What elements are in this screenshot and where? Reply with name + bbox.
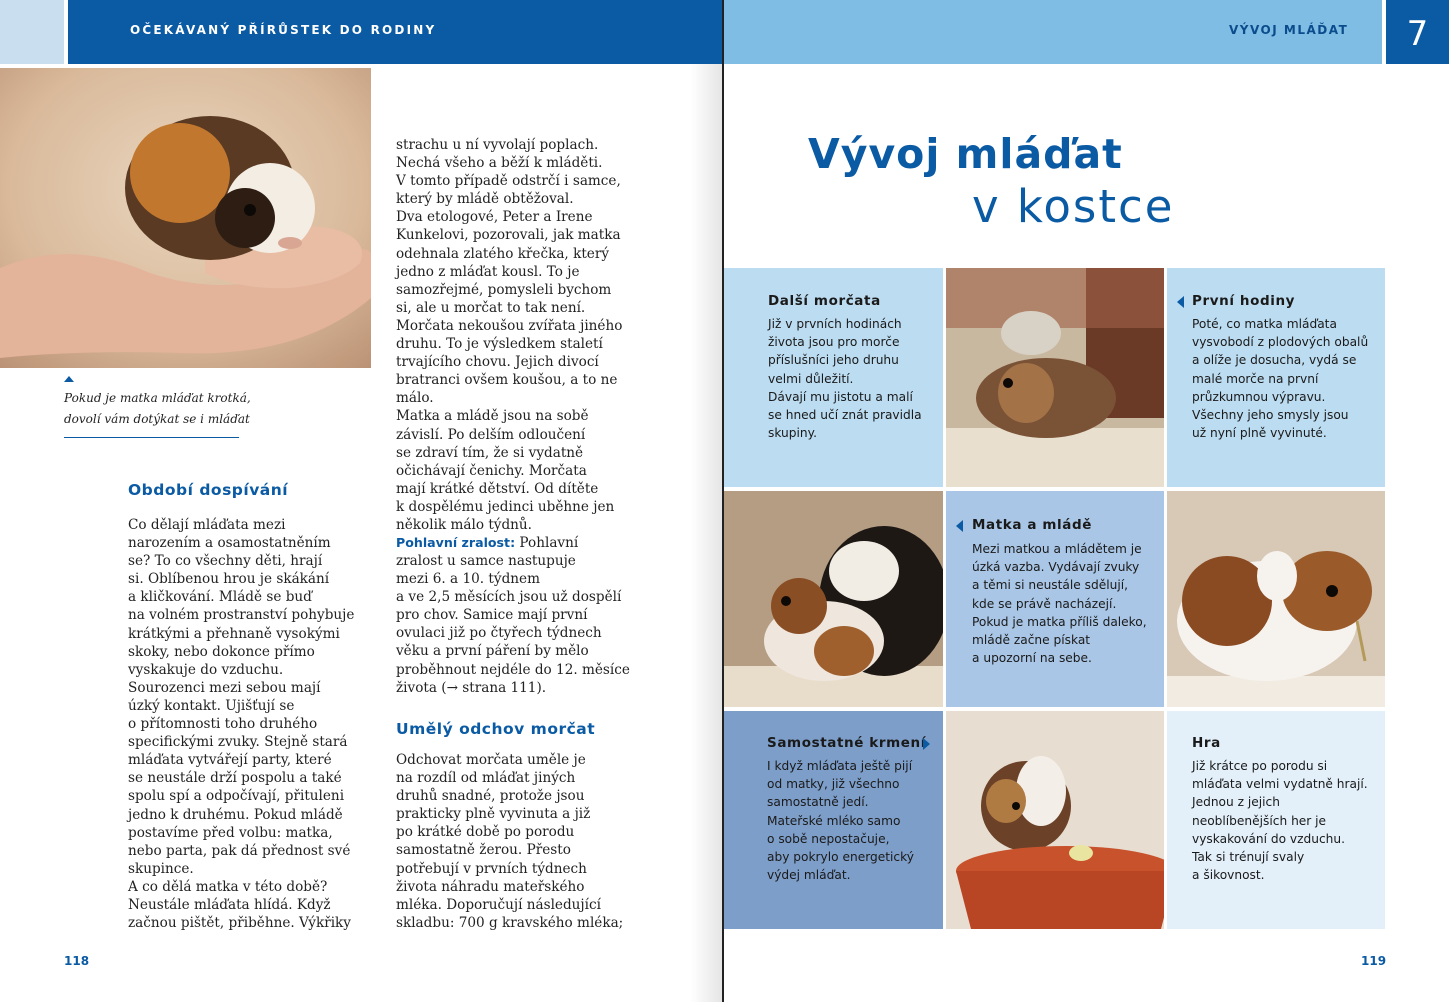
photo-caption: Pokud je matka mláďat krotká, dovolí vám dotýkat se i mláďat bbox=[64, 391, 251, 426]
page-number-left: 118 bbox=[64, 954, 90, 968]
page-number-right: 119 bbox=[1361, 954, 1387, 968]
page-title-line2: v kostce bbox=[972, 180, 1175, 233]
card-title: Matka a mládě bbox=[972, 517, 1093, 533]
card-prvni-hodiny bbox=[1167, 268, 1385, 487]
running-head-right: VÝVOJ MLÁĎAT bbox=[1229, 23, 1349, 37]
photo-pup-at-food-bowl bbox=[946, 711, 1164, 929]
card-samostatne-krmeni bbox=[724, 711, 943, 929]
arrow-right-icon bbox=[923, 738, 930, 750]
photo-young-guinea-pig-walking bbox=[946, 268, 1164, 487]
card-title: Samostatné krmení bbox=[767, 735, 926, 751]
keyword-pohlavni-zralost: Pohlavní zralost: bbox=[396, 535, 516, 550]
keyword-text-first: Pohlavní bbox=[515, 535, 579, 551]
section-text-obdobi-dospivani: Co dělají mláďata mezi narozením a osamostatněním se? To co všechny děti, hrají si. Oblíbenou hrou je skákání a kličkování. Mládě se buď na volném prostranství pohybuje krátkými a přehnaně vysokými skoky, nebo dokonce přímo vyskakuje do vzduchu. Sourozenci mezi sebou mají úzký kontakt. Ujišťují se o přítomnosti toho druhého specifickými zvuky. Stejně stará mláďata vytvářejí party, které se neustále drží pospolu a také spolu spí a odpočívají, přituleni jedno k druhému. Pokud mládě postavíme před volbu: matka, nebo parta, pak dá přednost své skupince. A co dělá matka v této době? Neustále mláďata hlídá. Když začnou pištět, přiběhne. Výkřiky bbox=[128, 517, 355, 932]
caption-arrow-icon bbox=[64, 376, 74, 382]
card-matka-a-mlade bbox=[946, 491, 1164, 707]
arrow-left-icon bbox=[956, 520, 963, 532]
card-hra bbox=[1167, 711, 1385, 929]
chapter-number: 7 bbox=[1386, 0, 1449, 64]
card-text: Poté, co matka mláďata vysvobodí z plodových obalů a olíže je dosucha, vydá se malé morče na první průzkumnou výpravu. Všechny jeho smysly jsou už nyní plně vyvinuté. bbox=[1192, 317, 1369, 441]
page-title-line1: Vývoj mláďat bbox=[808, 130, 1123, 178]
card-text: I když mláďata ještě pijí od matky, již všechno samostatně jedí. Mateřské mléko samo o sobě nepostačuje, aby pokrylo energetický výdej mláďat. bbox=[767, 759, 914, 883]
section-heading-umely-odchov: Umělý odchov morčat bbox=[396, 720, 596, 738]
keyword-paragraph bbox=[396, 534, 578, 552]
card-title: Hra bbox=[1192, 735, 1221, 751]
arrow-left-icon bbox=[1177, 296, 1184, 308]
photo-guinea-pig-in-hand bbox=[0, 68, 371, 368]
caption-divider bbox=[64, 437, 239, 438]
column2-text: strachu u ní vyvolají poplach. Nechá všeho a běží k mláděti. V tomto případě odstrčí i samce, který by mládě obtěžoval. Dva etologové, Peter a Irene Kunkelovi, pozorovali, jak matka odehnala zlatého křečka, který jedno z mláďat kousl. To je samozřejmé, pomysleli bychom si, ale u morčat to tak není. Morčata nekoušou zvířata jiného druhu. To je výsledkem staletí trvajícího chovu. Jejich divocí bratranci ovšem koušou, a to ne málo. Matka a mládě jsou na sobě závislí. Po delším odloučení se zdraví tím, že si vydatně očichávají čenichy. Morčata mají krátké dětství. Od dítěte k dospělému jedinci uběhne jen několik málo týdnů. bbox=[396, 137, 623, 533]
photo-pup-eating-hay bbox=[1167, 491, 1385, 707]
card-text: Již krátce po porodu si mláďata velmi vydatně hrají. Jednou z jejich neoblíbenějších her je vyskakování do vzduchu. Tak si trénují svaly a šikovnost. bbox=[1192, 759, 1368, 883]
photo-mother-and-pup bbox=[724, 491, 943, 707]
card-dalsi-morcata bbox=[724, 268, 943, 487]
card-title: Další morčata bbox=[768, 293, 881, 309]
header-left-accent bbox=[0, 0, 64, 64]
keyword-paragraph-rest: zralost u samce nastupuje mezi 6. a 10. týdnem a ve 2,5 měsících jsou už dospělí pro chov. Samice mají první ovulaci již po čtyřech týdnech věku a první páření by mělo proběhnout nejdéle do 12. měsíce života (→ strana 111). bbox=[396, 553, 630, 696]
card-text: Mezi matkou a mládětem je úzká vazba. Vydávají zvuky a těmi si neustále sdělují, kde se právě nacházejí. Pokud je matka příliš daleko, mládě začne pískat a upozorní na sebe. bbox=[972, 542, 1147, 666]
card-title: První hodiny bbox=[1192, 293, 1296, 309]
section-text-umely-odchov: Odchovat morčata uměle je na rozdíl od mláďat jiných druhů snadné, protože jsou prakticky plně vyvinuta a již po krátké době po porodu samostatně žerou. Přesto potřebují v prvních týdnech života náhradu mateřského mléka. Doporučují následující skladbu: 700 g kravského mléka; bbox=[396, 752, 624, 931]
gutter-shadow bbox=[690, 64, 722, 1002]
card-text: Již v prvních hodinách života jsou pro morče příslušníci jeho druhu velmi důležití. Dávají mu jistotu a malí se hned učí znát pravidla skupiny. bbox=[768, 317, 922, 441]
running-head-left: OČEKÁVANÝ PŘÍRŮSTEK DO RODINY bbox=[130, 23, 437, 37]
section-heading-obdobi-dospivani: Období dospívání bbox=[128, 481, 289, 499]
